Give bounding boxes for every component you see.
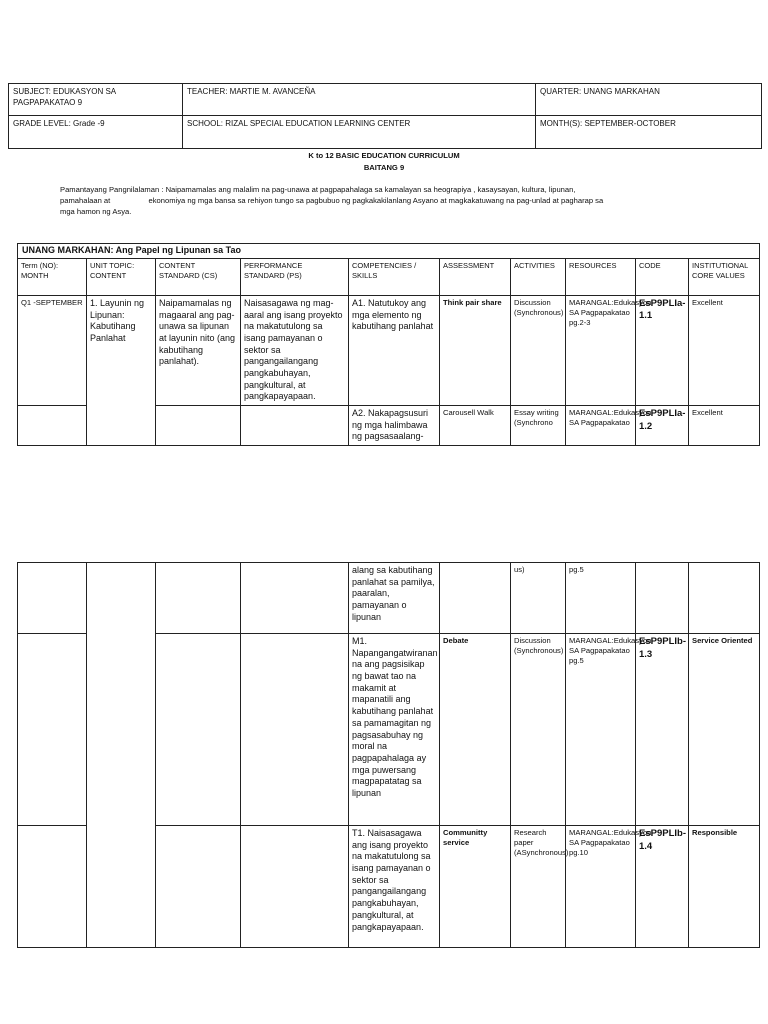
grade-title: BAITANG 9 xyxy=(363,163,405,172)
grade-level-cell: GRADE LEVEL: Grade -9 xyxy=(9,116,183,149)
quarter-caption: UNANG MARKAHAN: Ang Papel ng Lipunan sa Tao xyxy=(18,244,760,259)
teacher-cell: TEACHER: MARTIE M. AVANCEÑA xyxy=(183,84,536,116)
term-cell: Q1 -SEPTEMBER xyxy=(18,295,87,405)
competency-cell: T1. Naisasagawa ang isang proyekto na makatutulong sa isang pamayanan o sektor sa pangangailangang pangkabuhayan, pangkultural, at pangkapayapaan. xyxy=(349,826,440,948)
col-resources: RESOURCES xyxy=(566,258,636,295)
assessment-cell xyxy=(440,563,511,634)
standard-text-line1: Naipamamalas ang malalim na pag-unawa at pagpapahalaga sa kamalayan sa heograpiya , kasaysayan, kultura, lipunan, xyxy=(165,185,576,194)
values-cell: Excellent xyxy=(689,406,760,446)
competency-cell: M1. Napangangatwiranan na ang pagsisikap ng bawat tao na makamit at mapanatili ang kabutihang panlahat sa pamamagitan ng pagsasabuhay ng moral na pagpapahalaga ay mga puwersang magpapatatag sa lipunan xyxy=(349,634,440,826)
col-code: CODE xyxy=(636,258,689,295)
activities-cell: Discussion (Synchronous) xyxy=(511,295,566,405)
table-row xyxy=(18,563,760,634)
col-content-standard: CONTENT STANDARD (CS) xyxy=(156,258,241,295)
resources-cell: pg.5 xyxy=(566,563,636,634)
quarter-cell: QUARTER: UNANG MARKAHAN xyxy=(536,84,762,116)
standard-text-line2a: pamahalaan at xyxy=(60,196,111,205)
curriculum-table-page1 xyxy=(17,243,760,446)
code-cell: EsP9PLIb-1.4 xyxy=(636,826,689,948)
content-standard-cell xyxy=(156,826,241,948)
competency-cell: A2. Nakapagsusuri ng mga halimbawa ng pagsasaalang- xyxy=(349,406,440,446)
content-standard xyxy=(60,184,750,217)
header-table xyxy=(8,83,762,149)
topic-cell: 1. Layunin ng Lipunan: Kabutihang Panlahat xyxy=(87,295,156,445)
assessment-cell: Communitty service xyxy=(440,826,511,948)
performance-standard-cell xyxy=(241,634,349,826)
values-cell: Excellent xyxy=(689,295,760,405)
activities-cell: Discussion (Synchronous) xyxy=(511,634,566,826)
performance-standard-cell: Naisasagawa ng mag-aaral ang isang proyekto na makatutulong sa isang pamayanan o sektor sa pangangailangang pangkabuhayan, pangkultural, at pangkapayapaan. xyxy=(241,295,349,405)
activities-cell: us) xyxy=(511,563,566,634)
content-standard-cell xyxy=(156,634,241,826)
term-cell xyxy=(18,826,87,948)
term-cell xyxy=(18,634,87,826)
subject-cell: SUBJECT: EDUKASYON SA PAGPAPAKATAO 9 xyxy=(9,84,183,116)
activities-cell: Essay writing (Synchrono xyxy=(511,406,566,446)
col-term: Term (NO): MONTH xyxy=(18,258,87,295)
performance-standard-cell xyxy=(241,563,349,634)
col-values: INSTITUTIONAL CORE VALUES xyxy=(689,258,760,295)
topic-cell xyxy=(87,563,156,948)
content-standard-cell: Naipamamalas ng magaaral ang pag-unawa sa lipunan at layunin nito (ang kabutihang panlahat). xyxy=(156,295,241,405)
resources-cell: MARANGAL:Edukasyon SA Pagpapakatao pg.5 xyxy=(566,634,636,826)
code-cell: EsP9PLIb-1.3 xyxy=(636,634,689,826)
content-standard-cell xyxy=(156,406,241,446)
term-cell xyxy=(18,563,87,634)
col-topic: UNIT TOPIC: CONTENT xyxy=(87,258,156,295)
performance-standard-cell xyxy=(241,406,349,446)
col-assessment: ASSESSMENT xyxy=(440,258,511,295)
school-cell: SCHOOL: RIZAL SPECIAL EDUCATION LEARNING CENTER xyxy=(183,116,536,149)
resources-cell: MARANGAL:Edukasyon SA Pagpapakatao xyxy=(566,406,636,446)
activities-cell: Research paper (ASynchronous) xyxy=(511,826,566,948)
code-cell: EsP9PLIa-1.2 xyxy=(636,406,689,446)
term-cell xyxy=(18,406,87,446)
curriculum-title: K to 12 BASIC EDUCATION CURRICULUM xyxy=(308,151,460,160)
values-cell xyxy=(689,563,760,634)
table-row xyxy=(18,295,760,405)
col-activities: ACTIVITIES xyxy=(511,258,566,295)
months-cell: MONTH(S): SEPTEMBER-OCTOBER xyxy=(536,116,762,149)
col-competencies: COMPETENCIES / SKILLS xyxy=(349,258,440,295)
col-performance-standard: PERFORMANCE STANDARD (PS) xyxy=(241,258,349,295)
resources-cell: MARANGAL:Edukasyon SA Pagpapakatao pg.10 xyxy=(566,826,636,948)
values-cell: Responsible xyxy=(689,826,760,948)
values-cell: Service Oriented xyxy=(689,634,760,826)
competency-cell: alang sa kabutihang panlahat sa pamilya, paaralan, pamayanan o lipunan xyxy=(349,563,440,634)
curriculum-table-page2 xyxy=(17,562,760,948)
standard-text-line3: mga hamon ng Asya. xyxy=(60,207,132,216)
assessment-cell: Carousell Walk xyxy=(440,406,511,446)
standard-text-line2b: ekonomiya ng mga bansa sa rehiyon tungo sa pagbubuo ng pagkakakilanlang Asyano at magkakatuwang na pag-unlad at pagharap sa xyxy=(148,196,604,205)
resources-cell: MARANGAL:Edukasyon SA Pagpapakatao pg.2-3 xyxy=(566,295,636,405)
content-standard-cell xyxy=(156,563,241,634)
assessment-cell: Think pair share xyxy=(440,295,511,405)
assessment-cell: Debate xyxy=(440,634,511,826)
code-cell xyxy=(636,563,689,634)
competency-cell: A1. Natutukoy ang mga elemento ng kabutihang panlahat xyxy=(349,295,440,405)
code-cell: EsP9PLIa-1.1 xyxy=(636,295,689,405)
standard-label: Pamantayang Pangnilalaman : xyxy=(60,185,164,194)
performance-standard-cell xyxy=(241,826,349,948)
